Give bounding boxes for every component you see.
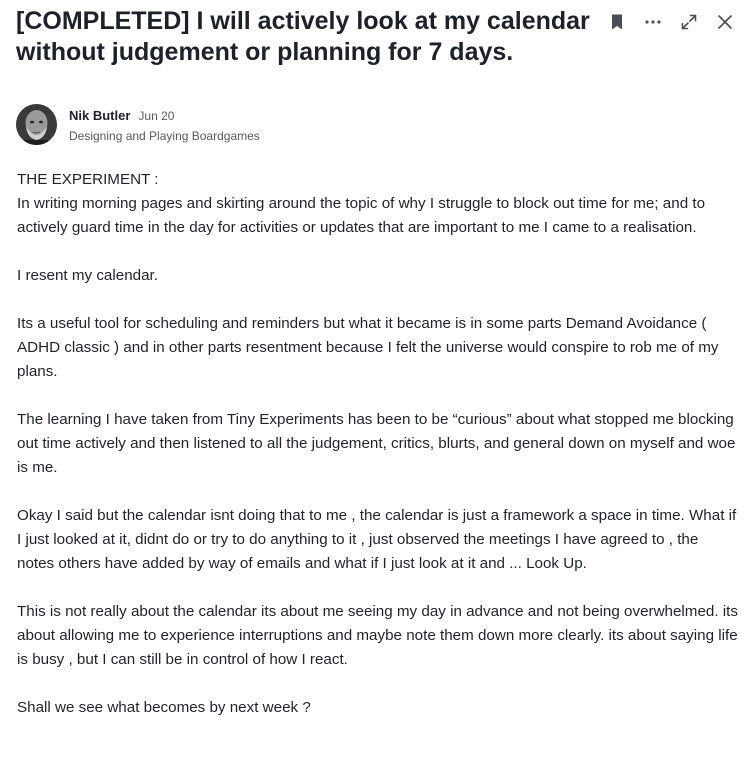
- post-paragraph-5: Okay I said but the calendar isnt doing that to me , the calendar is just a framework a space in time. What if I just looked at it, didnt do or try to do anything to it , just observed the meetings I have agreed to , the notes others have added by way of emails and what if I just look at it and ... Look Up.: [17, 507, 737, 572]
- post-paragraph-2: I resent my calendar.: [17, 267, 158, 284]
- author-name[interactable]: Nik Butler: [69, 108, 131, 123]
- more-options-button[interactable]: [635, 10, 671, 34]
- author-meta: [69, 108, 260, 143]
- post-paragraph-7: Shall we see what becomes by next week ?: [17, 699, 311, 716]
- author-row: [16, 104, 260, 145]
- author-line: [69, 108, 260, 123]
- post-body: [17, 168, 739, 744]
- expand-button[interactable]: [671, 10, 707, 34]
- bookmark-button[interactable]: [599, 10, 635, 34]
- more-horizontal-icon: [644, 19, 662, 25]
- post-paragraph-6: This is not really about the calendar its about me seeing my day in advance and not being overwhelmed. its about allowing me to experience interruptions and maybe note them down more clearly. its about saying life is busy , but I can still be in control of how I react.: [17, 603, 738, 668]
- post-toolbar: [599, 10, 743, 34]
- close-button[interactable]: [707, 10, 743, 34]
- post-paragraph-1: [17, 168, 739, 240]
- post-title: [COMPLETED] I will actively look at my calendar without judgement or planning for 7 days.: [16, 7, 590, 66]
- community-name[interactable]: Designing and Playing Boardgames: [69, 129, 260, 143]
- expand-icon: [680, 13, 698, 31]
- post-date: Jun 20: [138, 109, 175, 123]
- close-icon: [717, 14, 733, 30]
- avatar[interactable]: [16, 104, 57, 145]
- experiment-heading: THE EXPERIMENT :: [17, 171, 159, 188]
- bookmark-icon: [610, 13, 624, 31]
- post-paragraph-4: The learning I have taken from Tiny Experiments has been to be “curious” about what stopped me blocking out time actively and then listened to all the judgement, critics, blurts, and general down on myself and woe is me.: [17, 411, 736, 476]
- post-paragraph-3: Its a useful tool for scheduling and reminders but what it became is in some parts Demand Avoidance ( ADHD classic ) and in other parts resentment because I felt the universe would conspire to rob me of my plans.: [17, 315, 719, 380]
- paragraph-text: In writing morning pages and skirting around the topic of why I struggle to block out time for me; and to actively guard time in the day for activities or updates that are important to me I came to a realisation.: [17, 195, 706, 236]
